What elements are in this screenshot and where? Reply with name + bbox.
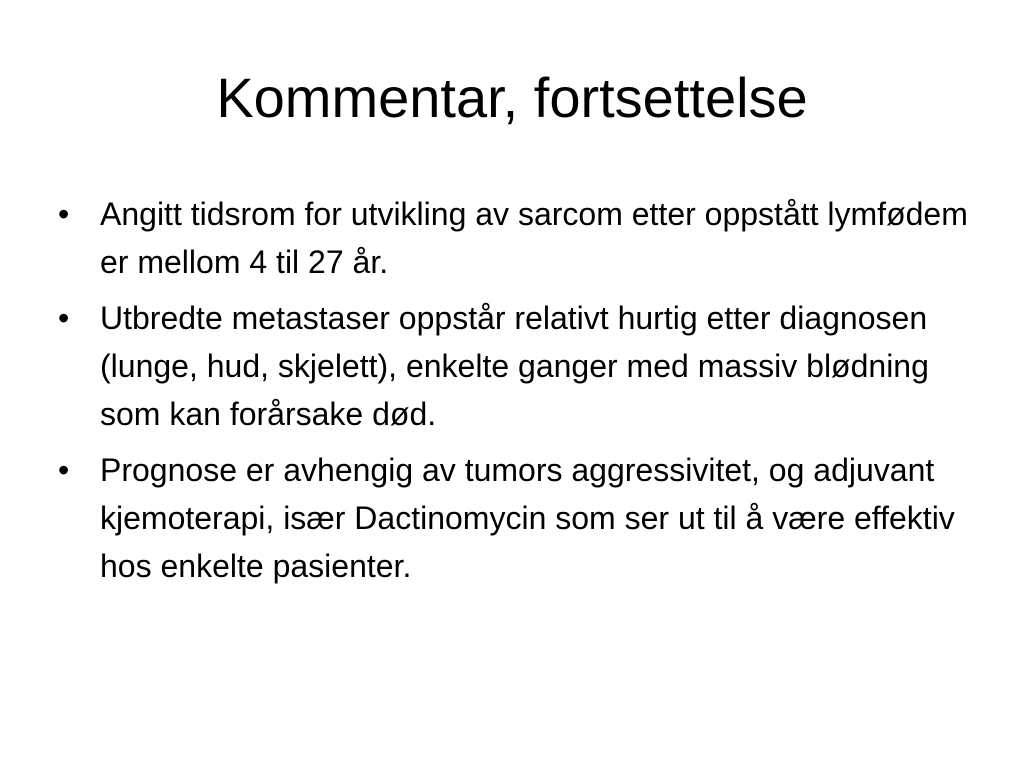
bullet-dot-icon: • [58, 300, 70, 336]
bullet-list [58, 190, 978, 598]
bullet-text: Prognose er avhengig av tumors aggressivitet, og adjuvant kjemoterapi, især Dactinomycin som ser ut til å være effektiv hos enkelte pasienter. [100, 452, 955, 584]
slide-title: Kommentar, fortsettelse [216, 66, 808, 129]
bullet-item [58, 446, 978, 590]
bullet-dot-icon: • [58, 196, 70, 232]
bullet-text: Utbredte metastaser oppstår relativt hurtig etter diagnosen (lunge, hud, skjelett), enkelte ganger med massiv blødning som kan forårsake død. [100, 300, 929, 432]
bullet-item [58, 190, 978, 286]
bullet-text: Angitt tidsrom for utvikling av sarcom etter oppstått lymfødem er mellom 4 til 27 år. [100, 196, 968, 280]
bullet-dot-icon: • [58, 452, 70, 488]
bullet-item [58, 294, 978, 438]
